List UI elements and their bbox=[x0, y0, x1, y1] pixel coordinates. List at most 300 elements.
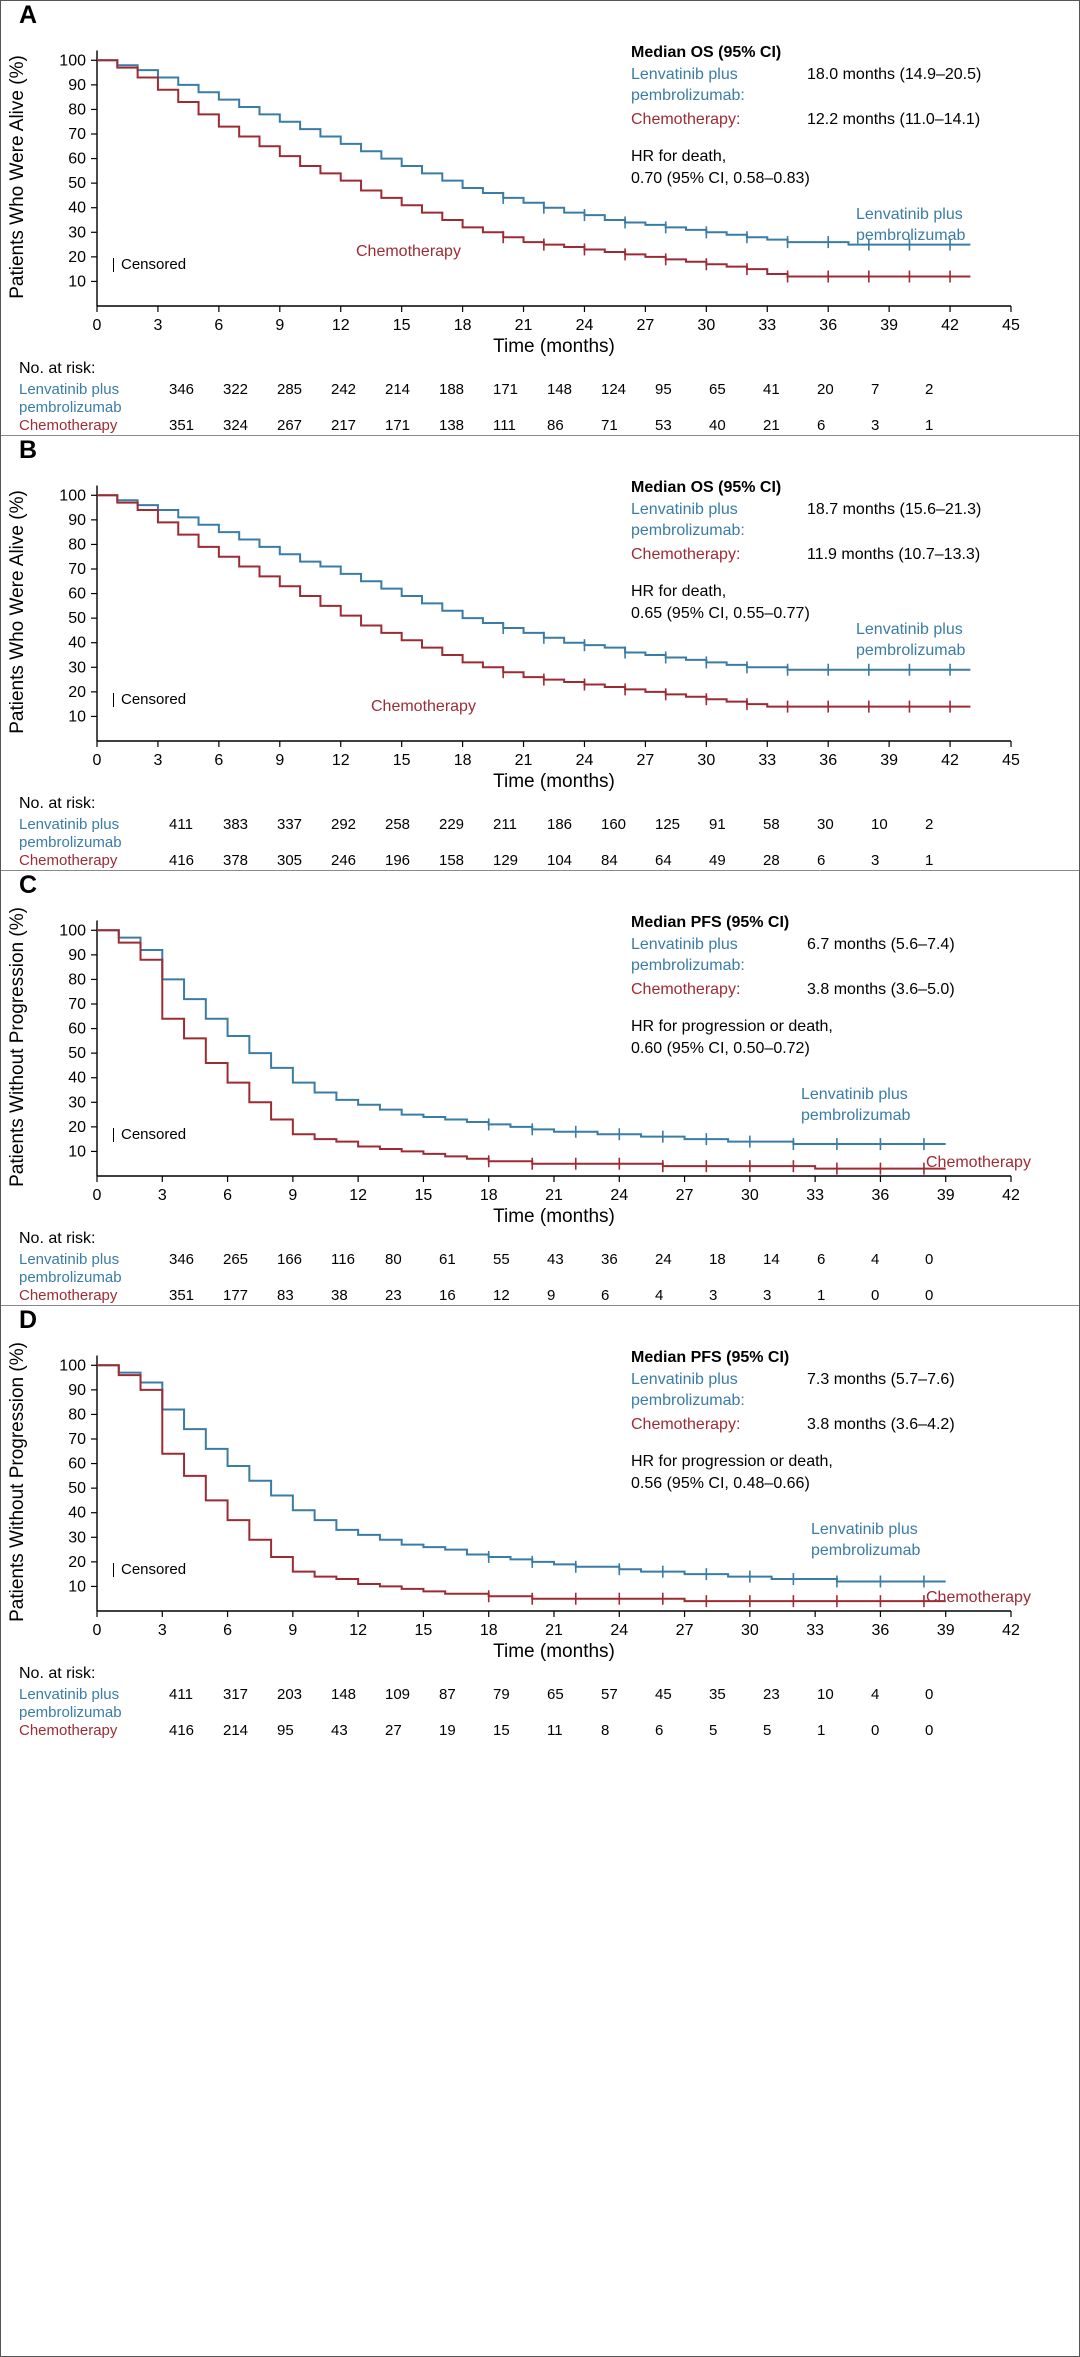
risk-label-line-1: pembrolizumab bbox=[19, 1704, 122, 1721]
hazard-ratio-value: 0.60 (95% CI, 0.50–0.72) bbox=[631, 1039, 810, 1057]
svg-text:42: 42 bbox=[1002, 1187, 1020, 1204]
svg-text:18: 18 bbox=[479, 1187, 498, 1204]
censored-tick-icon bbox=[113, 693, 114, 707]
risk-row-values bbox=[169, 816, 1079, 833]
svg-text:10: 10 bbox=[68, 708, 86, 726]
censored-label: Censored bbox=[121, 1126, 187, 1143]
risk-value: 0 bbox=[925, 1287, 934, 1304]
risk-value: 129 bbox=[493, 852, 519, 869]
legend-group-value: 3.8 months (3.6–4.2) bbox=[807, 1415, 955, 1433]
risk-value: 49 bbox=[709, 852, 726, 869]
numbers-at-risk-table bbox=[19, 360, 1079, 435]
risk-row-values bbox=[169, 381, 1079, 398]
svg-text:3: 3 bbox=[153, 752, 163, 769]
svg-text:30: 30 bbox=[68, 224, 86, 242]
censored-label: Censored bbox=[121, 1561, 187, 1578]
numbers-at-risk-title: No. at risk: bbox=[19, 1230, 96, 1247]
svg-text:27: 27 bbox=[675, 1622, 694, 1639]
risk-row-label bbox=[19, 1251, 169, 1287]
svg-text:50: 50 bbox=[68, 1045, 86, 1063]
risk-value: 158 bbox=[439, 852, 465, 869]
svg-text:Patients Without Progression (: Patients Without Progression (%) bbox=[7, 1342, 28, 1622]
risk-value: 87 bbox=[439, 1686, 456, 1703]
legend-group-name: Lenvatinib plus pembrolizumab: bbox=[631, 65, 745, 105]
risk-value: 71 bbox=[601, 417, 618, 434]
svg-text:40: 40 bbox=[68, 1069, 86, 1087]
risk-value: 15 bbox=[493, 1722, 510, 1739]
risk-value: 4 bbox=[871, 1251, 880, 1268]
legend-row bbox=[631, 1369, 955, 1414]
svg-text:33: 33 bbox=[806, 1622, 825, 1639]
svg-text:36: 36 bbox=[871, 1622, 890, 1639]
risk-value: 79 bbox=[493, 1686, 510, 1703]
risk-value: 258 bbox=[385, 816, 411, 833]
risk-value: 322 bbox=[223, 381, 249, 398]
risk-value: 351 bbox=[169, 417, 195, 434]
legend-box bbox=[631, 477, 981, 625]
risk-value: 5 bbox=[709, 1722, 718, 1739]
svg-text:3: 3 bbox=[153, 317, 163, 334]
svg-text:45: 45 bbox=[1002, 752, 1020, 769]
svg-text:18: 18 bbox=[479, 1622, 498, 1639]
censored-note bbox=[113, 255, 186, 275]
censored-tick-icon bbox=[113, 1563, 114, 1577]
legend-box bbox=[631, 42, 981, 190]
curve-label-lenvatinib-pembrolizumab bbox=[856, 620, 965, 662]
risk-label-line-0: Chemotherapy bbox=[19, 1287, 118, 1304]
curve-label-chemotherapy bbox=[371, 697, 476, 718]
svg-text:30: 30 bbox=[697, 752, 716, 769]
svg-text:36: 36 bbox=[871, 1187, 890, 1204]
svg-text:10: 10 bbox=[68, 1578, 86, 1596]
risk-label-line-1: pembrolizumab bbox=[19, 399, 122, 416]
legend-group-value: 18.7 months (15.6–21.3) bbox=[807, 500, 982, 518]
risk-value: 9 bbox=[547, 1287, 556, 1304]
svg-text:50: 50 bbox=[68, 175, 86, 193]
risk-value: 337 bbox=[277, 816, 303, 833]
risk-value: 138 bbox=[439, 417, 465, 434]
svg-text:9: 9 bbox=[275, 752, 285, 769]
curve-label-red-line-0: Chemotherapy bbox=[371, 698, 476, 715]
numbers-at-risk-title: No. at risk: bbox=[19, 1665, 96, 1682]
risk-value: 265 bbox=[223, 1251, 249, 1268]
legend-row bbox=[631, 934, 955, 979]
svg-text:60: 60 bbox=[68, 1455, 86, 1473]
svg-text:24: 24 bbox=[610, 1187, 629, 1204]
panel-d bbox=[1, 1306, 1079, 1740]
risk-value: 1 bbox=[925, 417, 934, 434]
svg-text:33: 33 bbox=[758, 752, 777, 769]
risk-label-line-0: Lenvatinib plus bbox=[19, 381, 120, 398]
legend-group-name: Lenvatinib plus pembrolizumab: bbox=[631, 935, 745, 975]
hazard-ratio-text bbox=[631, 1451, 955, 1494]
svg-text:24: 24 bbox=[575, 317, 594, 334]
svg-text:42: 42 bbox=[941, 317, 959, 334]
risk-value: 21 bbox=[763, 417, 780, 434]
risk-value: 196 bbox=[385, 852, 411, 869]
curve-label-blue-line-1: pembrolizumab bbox=[801, 1106, 911, 1124]
hazard-ratio-description: HR for progression or death, bbox=[631, 1453, 833, 1471]
risk-value: 38 bbox=[331, 1287, 348, 1304]
legend-table bbox=[631, 1369, 955, 1438]
svg-text:Patients Who Were Alive (%): Patients Who Were Alive (%) bbox=[7, 55, 28, 299]
curve-label-red-line-0: Chemotherapy bbox=[926, 1154, 1031, 1171]
legend-row bbox=[631, 109, 981, 133]
risk-value: 383 bbox=[223, 816, 249, 833]
risk-value: 6 bbox=[817, 1251, 826, 1268]
risk-value: 166 bbox=[277, 1251, 303, 1268]
risk-value: 95 bbox=[655, 381, 672, 398]
panel-a bbox=[1, 1, 1079, 436]
risk-value: 41 bbox=[763, 381, 780, 398]
risk-value: 3 bbox=[871, 417, 880, 434]
legend-table bbox=[631, 934, 955, 1003]
legend-group-name: Chemotherapy: bbox=[631, 1415, 741, 1433]
risk-value: 171 bbox=[385, 417, 411, 434]
svg-text:100: 100 bbox=[59, 1357, 86, 1375]
svg-text:39: 39 bbox=[880, 317, 899, 334]
svg-text:10: 10 bbox=[68, 1143, 86, 1161]
curve-label-blue-line-0: Lenvatinib plus bbox=[801, 1086, 908, 1103]
risk-value: 20 bbox=[817, 381, 834, 398]
risk-row bbox=[19, 417, 1079, 435]
numbers-at-risk-title: No. at risk: bbox=[19, 795, 96, 812]
risk-value: 203 bbox=[277, 1686, 303, 1703]
risk-value: 411 bbox=[169, 816, 193, 833]
risk-row-values bbox=[169, 852, 1079, 869]
svg-text:6: 6 bbox=[223, 1622, 233, 1639]
curve-label-lenvatinib-pembrolizumab bbox=[856, 205, 965, 247]
svg-text:33: 33 bbox=[758, 317, 777, 334]
risk-value: 80 bbox=[385, 1251, 402, 1268]
legend-group-value: 12.2 months (11.0–14.1) bbox=[807, 110, 981, 128]
risk-value: 6 bbox=[601, 1287, 610, 1304]
risk-value: 416 bbox=[169, 1722, 195, 1739]
risk-value: 305 bbox=[277, 852, 303, 869]
risk-value: 61 bbox=[439, 1251, 456, 1268]
risk-value: 86 bbox=[547, 417, 564, 434]
censored-label: Censored bbox=[121, 256, 187, 273]
chart-area bbox=[1, 30, 1079, 360]
numbers-at-risk-table bbox=[19, 795, 1079, 870]
svg-text:27: 27 bbox=[636, 317, 655, 334]
risk-value: 109 bbox=[385, 1686, 411, 1703]
risk-value: 317 bbox=[223, 1686, 249, 1703]
risk-label-line-0: Chemotherapy bbox=[19, 852, 118, 869]
risk-value: 12 bbox=[493, 1287, 510, 1304]
svg-text:30: 30 bbox=[68, 1529, 86, 1547]
risk-value: 10 bbox=[871, 816, 888, 833]
svg-text:50: 50 bbox=[68, 610, 86, 628]
risk-value: 6 bbox=[817, 852, 826, 869]
svg-text:20: 20 bbox=[68, 248, 86, 266]
risk-value: 351 bbox=[169, 1287, 195, 1304]
svg-text:3: 3 bbox=[157, 1187, 167, 1204]
panel-letter: B bbox=[19, 436, 38, 464]
legend-group-name: Chemotherapy: bbox=[631, 545, 741, 563]
risk-value: 324 bbox=[223, 417, 249, 434]
svg-text:60: 60 bbox=[68, 585, 86, 603]
svg-text:80: 80 bbox=[68, 101, 86, 119]
svg-text:20: 20 bbox=[68, 1553, 86, 1571]
svg-text:24: 24 bbox=[610, 1622, 629, 1639]
legend-title: Median OS (95% CI) bbox=[631, 44, 782, 61]
svg-text:0: 0 bbox=[92, 1187, 102, 1204]
hazard-ratio-description: HR for progression or death, bbox=[631, 1018, 833, 1036]
svg-text:100: 100 bbox=[59, 487, 86, 505]
curve-label-blue-line-0: Lenvatinib plus bbox=[811, 1521, 918, 1538]
panels-container bbox=[1, 1, 1079, 1740]
svg-text:30: 30 bbox=[740, 1187, 759, 1204]
svg-text:21: 21 bbox=[514, 317, 533, 334]
legend-group-name: Lenvatinib plus pembrolizumab: bbox=[631, 1370, 745, 1410]
risk-value: 19 bbox=[439, 1722, 456, 1739]
svg-text:0: 0 bbox=[92, 752, 102, 769]
legend-group-name: Lenvatinib plus pembrolizumab: bbox=[631, 500, 745, 540]
risk-row bbox=[19, 852, 1079, 870]
risk-value: 83 bbox=[277, 1287, 294, 1304]
legend-group-name: Chemotherapy: bbox=[631, 110, 741, 128]
risk-value: 0 bbox=[925, 1722, 934, 1739]
risk-value: 18 bbox=[709, 1251, 726, 1268]
svg-text:40: 40 bbox=[68, 199, 86, 217]
svg-text:27: 27 bbox=[675, 1187, 694, 1204]
risk-value: 23 bbox=[763, 1686, 780, 1703]
svg-text:30: 30 bbox=[68, 659, 86, 677]
svg-text:30: 30 bbox=[68, 1094, 86, 1112]
svg-text:39: 39 bbox=[880, 752, 899, 769]
legend-row bbox=[631, 1414, 955, 1438]
svg-text:40: 40 bbox=[68, 1504, 86, 1522]
risk-value: 292 bbox=[331, 816, 357, 833]
risk-value: 35 bbox=[709, 1686, 726, 1703]
curve-label-lenvatinib-pembrolizumab bbox=[801, 1085, 910, 1127]
risk-value: 5 bbox=[763, 1722, 772, 1739]
risk-row bbox=[19, 1251, 1079, 1287]
curve-label-blue-line-1: pembrolizumab bbox=[811, 1541, 921, 1559]
curve-label-lenvatinib-pembrolizumab bbox=[811, 1520, 920, 1562]
risk-value: 6 bbox=[817, 417, 826, 434]
svg-text:12: 12 bbox=[349, 1622, 368, 1639]
panel-c bbox=[1, 871, 1079, 1306]
svg-text:60: 60 bbox=[68, 150, 86, 168]
chart-area bbox=[1, 465, 1079, 795]
svg-text:36: 36 bbox=[819, 752, 838, 769]
risk-value: 40 bbox=[709, 417, 726, 434]
svg-text:36: 36 bbox=[819, 317, 838, 334]
risk-row-label bbox=[19, 381, 169, 417]
risk-value: 14 bbox=[763, 1251, 780, 1268]
risk-value: 57 bbox=[601, 1686, 618, 1703]
risk-row-label bbox=[19, 417, 169, 435]
legend-group-value: 6.7 months (5.6–7.4) bbox=[807, 935, 955, 953]
curve-label-blue-line-0: Lenvatinib plus bbox=[856, 621, 963, 638]
curve-label-red-line-0: Chemotherapy bbox=[356, 243, 461, 260]
risk-value: 95 bbox=[277, 1722, 294, 1739]
svg-text:15: 15 bbox=[414, 1622, 433, 1639]
risk-label-line-1: pembrolizumab bbox=[19, 1269, 122, 1286]
hazard-ratio-description: HR for death, bbox=[631, 583, 727, 601]
risk-value: 0 bbox=[925, 1686, 934, 1703]
panel-letter: A bbox=[19, 1, 38, 29]
risk-value: 3 bbox=[763, 1287, 772, 1304]
svg-text:39: 39 bbox=[936, 1187, 955, 1204]
svg-text:100: 100 bbox=[59, 922, 86, 940]
risk-value: 186 bbox=[547, 816, 573, 833]
risk-value: 6 bbox=[655, 1722, 664, 1739]
svg-text:15: 15 bbox=[414, 1187, 433, 1204]
hazard-ratio-value: 0.70 (95% CI, 0.58–0.83) bbox=[631, 169, 810, 187]
risk-value: 148 bbox=[331, 1686, 357, 1703]
risk-value: 411 bbox=[169, 1686, 193, 1703]
risk-value: 2 bbox=[925, 381, 934, 398]
legend-row bbox=[631, 979, 955, 1003]
svg-text:24: 24 bbox=[575, 752, 594, 769]
svg-text:42: 42 bbox=[941, 752, 959, 769]
censored-tick-icon bbox=[113, 258, 114, 272]
risk-value: 64 bbox=[655, 852, 672, 869]
svg-text:10: 10 bbox=[68, 273, 86, 291]
svg-text:50: 50 bbox=[68, 1480, 86, 1498]
svg-text:90: 90 bbox=[68, 511, 86, 529]
curve-label-blue-line-1: pembrolizumab bbox=[856, 226, 966, 244]
risk-value: 242 bbox=[331, 381, 357, 398]
risk-value: 43 bbox=[331, 1722, 348, 1739]
risk-value: 267 bbox=[277, 417, 303, 434]
risk-row-values bbox=[169, 1287, 1079, 1304]
svg-text:12: 12 bbox=[331, 752, 350, 769]
svg-text:27: 27 bbox=[636, 752, 655, 769]
svg-text:Time (months): Time (months) bbox=[493, 1641, 615, 1662]
risk-label-line-0: Lenvatinib plus bbox=[19, 1251, 120, 1268]
risk-value: 10 bbox=[817, 1686, 834, 1703]
svg-text:60: 60 bbox=[68, 1020, 86, 1038]
risk-label-line-0: Lenvatinib plus bbox=[19, 816, 120, 833]
risk-row-label bbox=[19, 1287, 169, 1305]
numbers-at-risk-title: No. at risk: bbox=[19, 360, 96, 377]
legend-group-value: 11.9 months (10.7–13.3) bbox=[807, 545, 981, 563]
svg-text:0: 0 bbox=[92, 1622, 102, 1639]
risk-value: 2 bbox=[925, 816, 934, 833]
risk-value: 11 bbox=[547, 1722, 563, 1739]
legend-table bbox=[631, 499, 981, 568]
risk-value: 148 bbox=[547, 381, 573, 398]
hazard-ratio-description: HR for death, bbox=[631, 148, 727, 166]
risk-value: 346 bbox=[169, 381, 195, 398]
risk-value: 171 bbox=[493, 381, 519, 398]
risk-value: 111 bbox=[493, 417, 516, 434]
risk-value: 8 bbox=[601, 1722, 610, 1739]
svg-text:21: 21 bbox=[545, 1187, 563, 1204]
risk-row-values bbox=[169, 1251, 1079, 1268]
risk-row bbox=[19, 816, 1079, 852]
risk-value: 124 bbox=[601, 381, 627, 398]
svg-text:80: 80 bbox=[68, 1406, 86, 1424]
risk-value: 65 bbox=[547, 1686, 564, 1703]
legend-row bbox=[631, 544, 981, 568]
risk-value: 16 bbox=[439, 1287, 456, 1304]
risk-label-line-0: Chemotherapy bbox=[19, 417, 118, 434]
curve-label-chemotherapy bbox=[926, 1588, 1031, 1609]
risk-value: 30 bbox=[817, 816, 834, 833]
risk-value: 58 bbox=[763, 816, 780, 833]
risk-value: 43 bbox=[547, 1251, 564, 1268]
risk-value: 65 bbox=[709, 381, 726, 398]
risk-row-label bbox=[19, 852, 169, 870]
svg-text:20: 20 bbox=[68, 1118, 86, 1136]
risk-value: 4 bbox=[655, 1287, 664, 1304]
numbers-at-risk-table bbox=[19, 1665, 1079, 1740]
risk-value: 214 bbox=[223, 1722, 249, 1739]
curve-label-chemotherapy bbox=[356, 242, 461, 263]
risk-row bbox=[19, 1287, 1079, 1305]
svg-text:70: 70 bbox=[68, 126, 86, 143]
legend-title: Median PFS (95% CI) bbox=[631, 1349, 790, 1366]
risk-value: 84 bbox=[601, 852, 618, 869]
legend-group-value: 18.0 months (14.9–20.5) bbox=[807, 65, 982, 83]
chart-area bbox=[1, 1335, 1079, 1665]
svg-text:40: 40 bbox=[68, 634, 86, 652]
svg-text:0: 0 bbox=[92, 317, 102, 334]
censored-tick-icon bbox=[113, 1128, 114, 1142]
svg-text:9: 9 bbox=[275, 317, 285, 334]
svg-text:18: 18 bbox=[453, 752, 472, 769]
svg-text:6: 6 bbox=[214, 317, 224, 334]
risk-value: 217 bbox=[331, 417, 357, 434]
panel-letter: C bbox=[19, 871, 38, 899]
risk-label-line-1: pembrolizumab bbox=[19, 834, 122, 851]
risk-value: 0 bbox=[925, 1251, 934, 1268]
curve-label-chemotherapy bbox=[926, 1153, 1031, 1174]
svg-text:20: 20 bbox=[68, 683, 86, 701]
legend-group-value: 3.8 months (3.6–5.0) bbox=[807, 980, 955, 998]
risk-row-label bbox=[19, 816, 169, 852]
risk-value: 246 bbox=[331, 852, 357, 869]
legend-group-name: Chemotherapy: bbox=[631, 980, 741, 998]
legend-row bbox=[631, 499, 981, 544]
svg-text:18: 18 bbox=[453, 317, 472, 334]
svg-text:9: 9 bbox=[288, 1622, 298, 1639]
svg-text:Patients Who Were Alive (%): Patients Who Were Alive (%) bbox=[7, 490, 28, 734]
risk-row bbox=[19, 381, 1079, 417]
hazard-ratio-text bbox=[631, 1016, 955, 1059]
legend-title: Median OS (95% CI) bbox=[631, 479, 782, 496]
svg-text:42: 42 bbox=[1002, 1622, 1020, 1639]
risk-row bbox=[19, 1686, 1079, 1722]
svg-text:9: 9 bbox=[288, 1187, 298, 1204]
censored-label: Censored bbox=[121, 691, 187, 708]
legend-box bbox=[631, 912, 955, 1060]
risk-value: 211 bbox=[493, 816, 517, 833]
risk-value: 177 bbox=[223, 1287, 249, 1304]
risk-value: 27 bbox=[385, 1722, 402, 1739]
risk-value: 104 bbox=[547, 852, 573, 869]
svg-text:100: 100 bbox=[59, 52, 86, 70]
risk-row-values bbox=[169, 1686, 1079, 1703]
hazard-ratio-value: 0.56 (95% CI, 0.48–0.66) bbox=[631, 1474, 810, 1492]
censored-note bbox=[113, 1125, 186, 1145]
risk-value: 24 bbox=[655, 1251, 672, 1268]
panel-letter: D bbox=[19, 1306, 38, 1334]
svg-text:45: 45 bbox=[1002, 317, 1020, 334]
risk-value: 23 bbox=[385, 1287, 402, 1304]
curve-label-blue-line-1: pembrolizumab bbox=[856, 641, 966, 659]
svg-text:30: 30 bbox=[697, 317, 716, 334]
panel-b bbox=[1, 436, 1079, 871]
svg-text:12: 12 bbox=[331, 317, 350, 334]
risk-value: 28 bbox=[763, 852, 780, 869]
svg-text:80: 80 bbox=[68, 536, 86, 554]
